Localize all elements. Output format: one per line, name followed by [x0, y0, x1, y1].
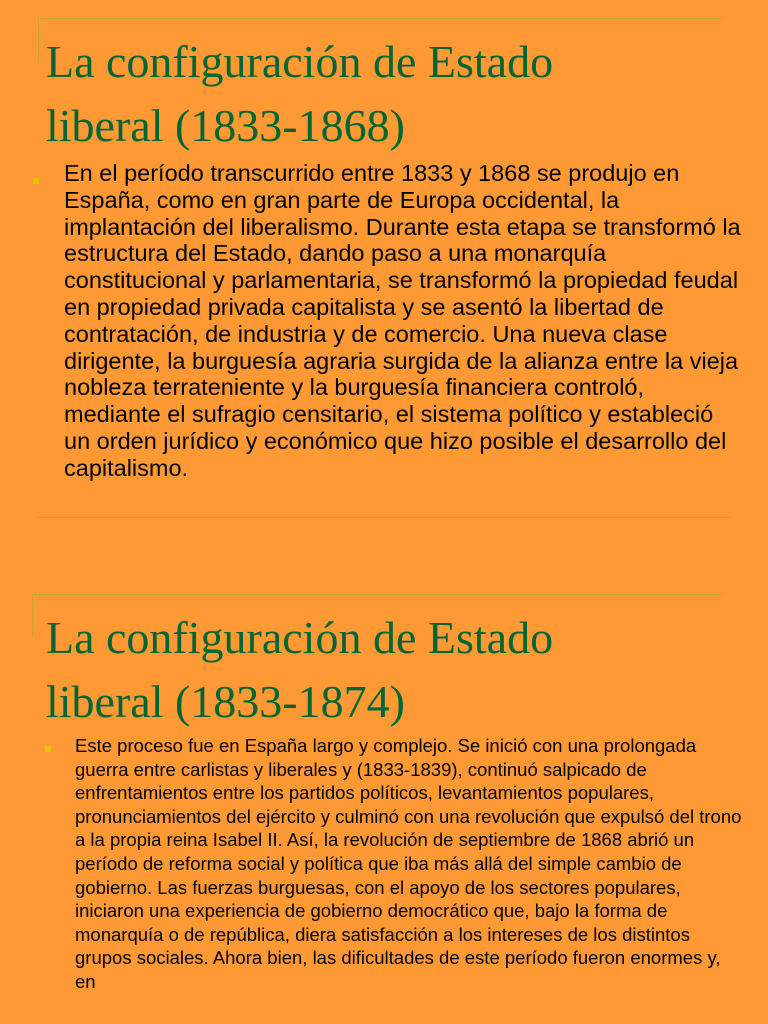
slide-2-title-line-2: liberal (1833-1874)	[46, 676, 405, 727]
slide-1-left-rule	[38, 18, 39, 62]
slide-2-left-rule	[32, 594, 33, 638]
slide-1-top-rule	[38, 18, 723, 19]
slide-1-bottom-rule	[38, 517, 730, 518]
slide-2-bullet-icon	[45, 746, 51, 752]
slide-2-top-rule	[32, 594, 723, 595]
slide-2-body-text: Este proceso fue en España largo y complejo. Se inició con una prolongada guerra entre carlistas y liberales y (1833-1839), continuó salpicado de enfrentamientos entre los partidos políticos, levantamientos populares, pronunciamientos del ejército y culminó con una revolución que expulsó del trono a la propia reina Isabel II. Así, la revolución de septiembre de 1868 abrió un período de reforma social y política que iba más allá del simple cambio de gobierno. Las fuerzas burguesas, con el apoyo de los sectores populares, iniciaron una experiencia de gobierno democrático que, bajo la forma de monarquía o de república, diera satisfacción a los intereses de los distintos grupos sociales. Ahora bien, las dificultades de este período fueron enormes y, en	[75, 735, 742, 992]
slide-1-title-line-1: La configuración de Estado	[46, 36, 554, 87]
slide-2	[0, 578, 768, 1024]
slide-1-bullet-icon	[33, 178, 39, 184]
slide-1-body-text: En el período transcurrido entre 1833 y 1868 se produjo en España, como en gran parte de Europa occidental, la implantación del liberalismo. Durante esta etapa se transformó la estructura del Estado, dando paso a una monarquía constitucional y parlamentaria, se transformó la propiedad feudal en propiedad privada capitalista y se asentó la libertad de contratación, de industria y de comercio. Una nueva clase dirigente, la burguesía agraria surgida de la alianza entre la vieja nobleza terrateniente y la burguesía financiera controló, mediante el sufragio censitario, el sistema político y estableció un orden jurídico y económico que hizo posible el desarrollo del capitalismo.	[64, 160, 741, 481]
slide-1-title-line-2: liberal (1833-1868)	[46, 100, 405, 151]
slide-2-title-line-1: La configuración de Estado	[46, 612, 554, 663]
